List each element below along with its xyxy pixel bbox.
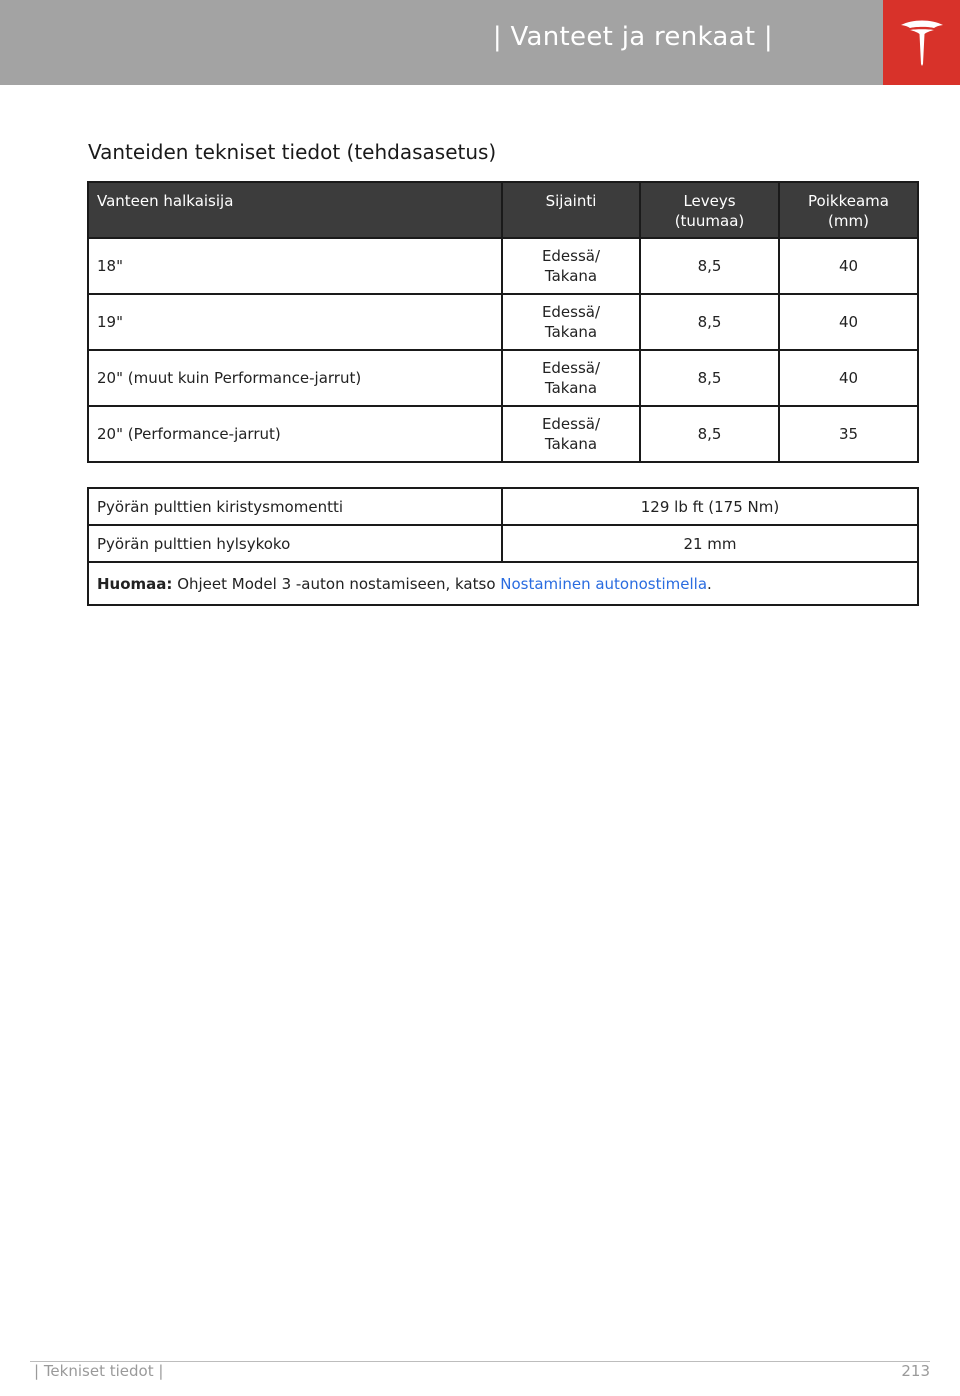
- cell-diameter: 20" (Performance-jarrut): [88, 406, 502, 462]
- cell-location: [502, 294, 640, 350]
- cell-label: Pyörän pulttien kiristysmomentti: [88, 488, 502, 525]
- section-title: Vanteiden tekniset tiedot (tehdasasetus): [88, 140, 497, 164]
- lug-nut-table: [87, 487, 919, 606]
- cell-offset: 35: [779, 406, 918, 462]
- note-end: .: [707, 574, 712, 593]
- cell-width: 8,5: [640, 294, 779, 350]
- column-header-width-line2: (tuumaa): [674, 212, 745, 230]
- note-cell: [88, 562, 918, 605]
- wheel-spec-table: [87, 181, 919, 463]
- footer-divider: [30, 1361, 930, 1362]
- cell-offset: 40: [779, 294, 918, 350]
- table-row: [88, 238, 918, 294]
- lifting-link[interactable]: Nostaminen autonostimella: [500, 574, 708, 593]
- cell-location-line2: Takana: [544, 435, 598, 453]
- tesla-logo-icon: [899, 18, 945, 68]
- note-label: Huomaa:: [97, 574, 173, 593]
- column-header-diameter: Vanteen halkaisija: [88, 182, 502, 238]
- page-number: 213: [901, 1362, 930, 1380]
- table-row: [88, 294, 918, 350]
- cell-location-line2: Takana: [544, 267, 598, 285]
- cell-width: 8,5: [640, 238, 779, 294]
- cell-label: Pyörän pulttien hylsykoko: [88, 525, 502, 562]
- cell-diameter: 18": [88, 238, 502, 294]
- cell-width: 8,5: [640, 350, 779, 406]
- cell-location: [502, 350, 640, 406]
- column-header-location: Sijainti: [502, 182, 640, 238]
- header-bar: [0, 0, 883, 85]
- cell-location: [502, 406, 640, 462]
- cell-offset: 40: [779, 350, 918, 406]
- cell-diameter: 20" (muut kuin Performance-jarrut): [88, 350, 502, 406]
- note-row: [88, 562, 918, 605]
- cell-location-line2: Takana: [544, 379, 598, 397]
- cell-location-line1: Edessä/: [541, 247, 601, 265]
- page-header-title: | Vanteet ja renkaat |: [492, 22, 773, 52]
- cell-location-line1: Edessä/: [541, 415, 601, 433]
- footer-section-label: | Tekniset tiedot |: [34, 1362, 164, 1380]
- note-text: Ohjeet Model 3 -auton nostamiseen, katso: [172, 574, 501, 593]
- column-header-width-line1: Leveys: [683, 192, 736, 210]
- table-header-row: [88, 182, 918, 238]
- cell-location: [502, 238, 640, 294]
- table-row: [88, 406, 918, 462]
- column-header-width: [640, 182, 779, 238]
- cell-location-line1: Edessä/: [541, 303, 601, 321]
- table-row: [88, 525, 918, 562]
- cell-offset: 40: [779, 238, 918, 294]
- cell-value: 21 mm: [502, 525, 918, 562]
- cell-location-line2: Takana: [544, 323, 598, 341]
- cell-value: 129 lb ft (175 Nm): [502, 488, 918, 525]
- logo-box: [883, 0, 960, 85]
- column-header-offset-line1: Poikkeama: [808, 192, 889, 210]
- cell-diameter: 19": [88, 294, 502, 350]
- cell-width: 8,5: [640, 406, 779, 462]
- table-row: [88, 350, 918, 406]
- table-row: [88, 488, 918, 525]
- column-header-offset: [779, 182, 918, 238]
- cell-location-line1: Edessä/: [541, 359, 601, 377]
- column-header-offset-line2: (mm): [828, 212, 869, 230]
